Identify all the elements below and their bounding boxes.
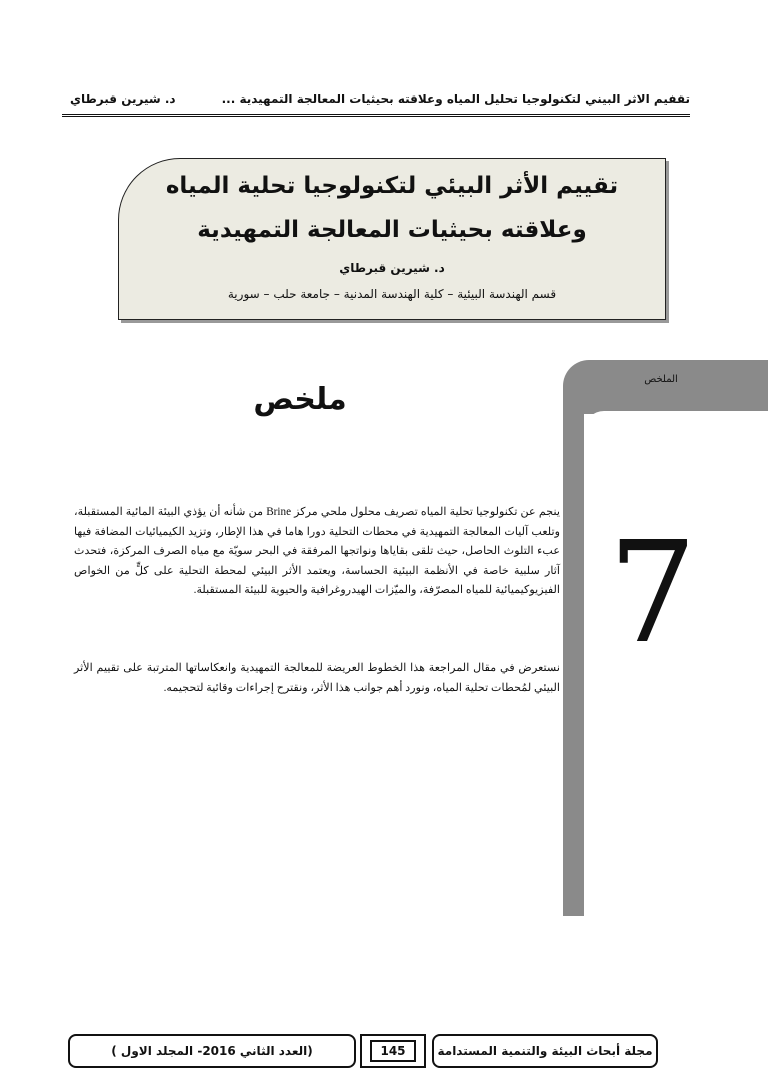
side-tab-label: الملخص bbox=[644, 374, 678, 385]
abstract-paragraph-2: نستعرض في مقال المراجعة هذا الخطوط العريضة للمعالجة التمهيدية وانعكاساتها المترتبة على تقييم الأثر البيئي لمُحطات تحلية المياه، ونورد أهم جوانب هذا الأثر، ونقترح إجراءات وقائية لتحجيمه. bbox=[74, 662, 560, 694]
running-header-author: د. شيرين قبرطاي bbox=[70, 92, 176, 106]
footer-journal: مجلة أبحاث البيئة والتنمية المستدامة bbox=[432, 1034, 658, 1068]
paper-title-line-2: وعلاقته بحيثيات المعالجة التمهيدية bbox=[197, 217, 587, 243]
chapter-number: 7 bbox=[608, 512, 698, 675]
paper-affiliation: قسم الهندسة البيئية – كلية الهندسة المدنية – جامعة حلب – سورية bbox=[227, 287, 557, 301]
abstract-heading: ملخص bbox=[253, 382, 347, 417]
side-tab-inner-curve bbox=[584, 411, 768, 431]
footer-issue: (العدد الثاني 2016- المجلد الاول ) bbox=[68, 1034, 356, 1068]
abstract-paragraph-1: ينجم عن تكنولوجيا تحلية المياه تصريف محلول ملحي مركز Brine من شأنه أن يؤذي البيئة المائية المستقبلة، وتلعب آليات المعالجة التمهيدية في محطات التحلية دورا هاما في هذا الإطار، وتزيد الكيميائيات المضافة فيها عبء التلوث الحاصل، حيث تلقى بقاياها ونواتجها المرفقة في البحر سويّة مع مياه الصرف المركزة، فتحدث آثار سلبية خاصة في الأنظمة البيئية الحساسة، ويعتمد الأثر البيئي لمحطة التحلية على كلٍّ من الخواص الفيزيوكيميائية للمياه المصرّفة، والميّزات الهيدروغرافية والحيوية للبيئة المستقبلة. bbox=[74, 506, 560, 597]
footer-page-number: 145 bbox=[370, 1040, 416, 1062]
title-box bbox=[118, 158, 666, 320]
paper-author: د. شيرين قبرطاي bbox=[339, 261, 445, 275]
running-header-title: تقفيم الاثر البيني لتكنولوجيا تحليل المياه وعلاقته بحيثيات المعالجة التمهيدية ... bbox=[221, 92, 690, 106]
paper-title-line-1: تقييم الأثر البيئي لتكنولوجيا تحلية المياه bbox=[165, 173, 619, 199]
side-tab-stem bbox=[563, 400, 584, 916]
footer-page-box bbox=[360, 1034, 426, 1068]
running-header bbox=[62, 88, 690, 117]
